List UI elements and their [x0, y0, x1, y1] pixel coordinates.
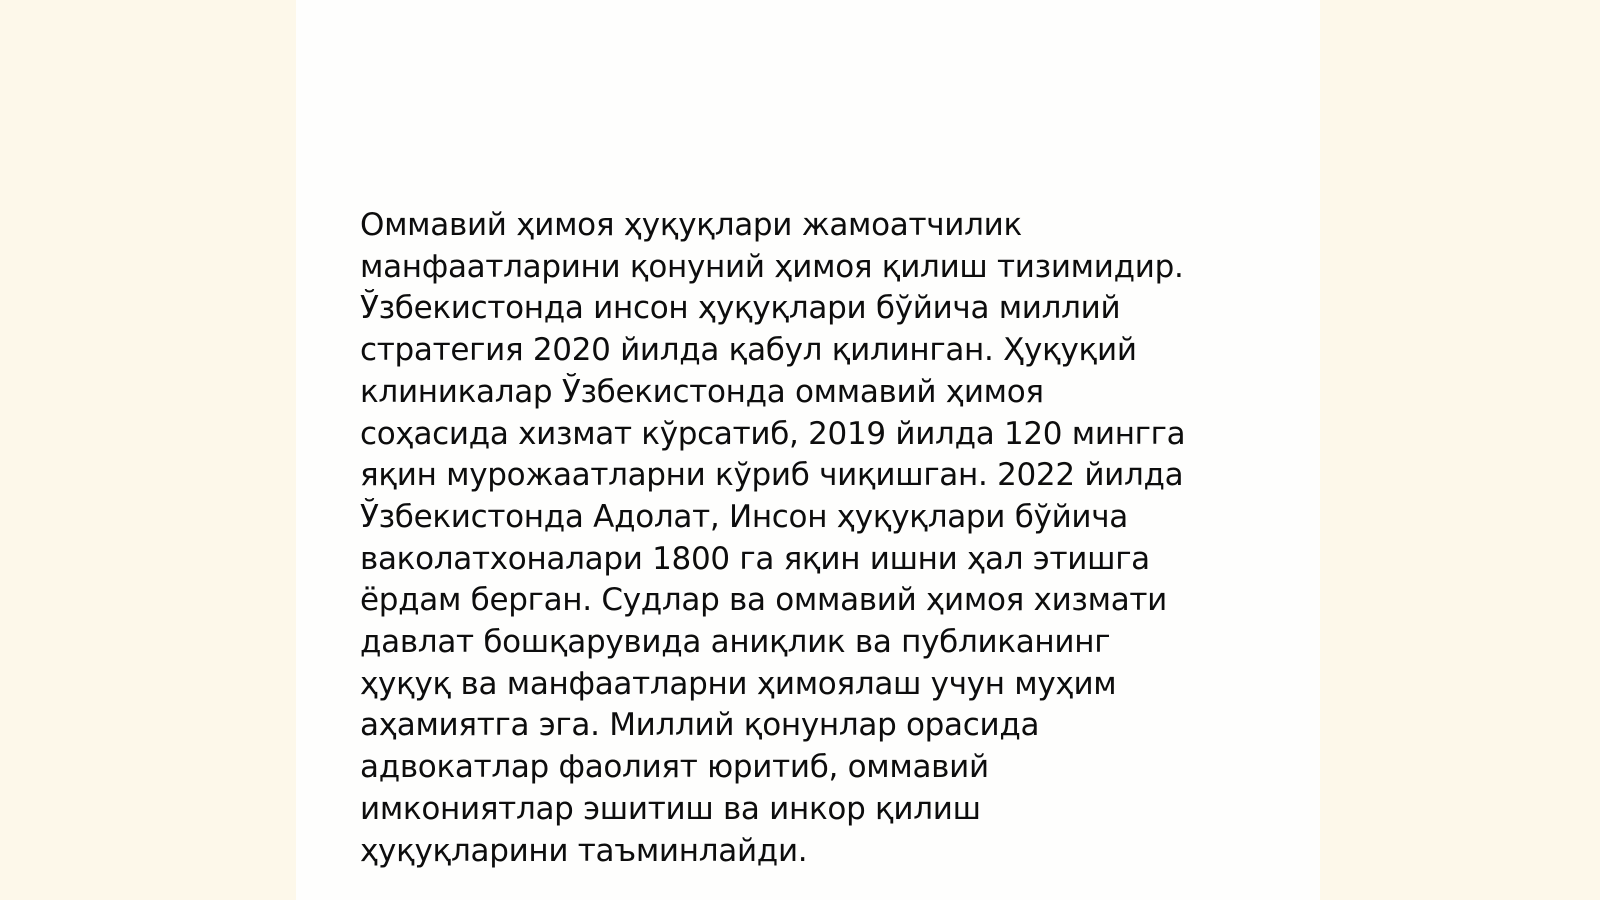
paragraph-line: соҳасида хизмат кўрсатиб, 2019 йилда 120 мингга [360, 415, 1186, 452]
paragraph-line: Ўзбекистонда Адолат, Инсон ҳуқуқлари бўйича [360, 498, 1128, 535]
paragraph-line: стратегия 2020 йилда қабул қилинган. Ҳуқуқий [360, 332, 1137, 369]
paragraph-line: давлат бошқарувида аниқлик ва публиканинг [360, 624, 1111, 661]
paragraph-line: имкониятлар эшитиш ва инкор қилиш [360, 790, 981, 827]
paragraph-line: адвокатлар фаолият юритиб, оммавий [360, 749, 989, 786]
paragraph-line: ҳуқуқларини таъминлайди. [360, 832, 808, 869]
paragraph-line: Оммавий ҳимоя ҳуқуқлари жамоатчилик [360, 207, 1022, 243]
document-page [296, 0, 1320, 900]
paragraph-line: ваколатхоналари 1800 га яқин ишни ҳал этишга [360, 540, 1150, 577]
paragraph-line: яқин мурожаатларни кўриб чиқишган. 2022 йилда [360, 457, 1184, 494]
paragraph-line: ёрдам берган. Судлар ва оммавий ҳимоя хизмати [360, 582, 1168, 619]
paragraph-line: манфаатларини қонуний ҳимоя қилиш тизимидир. [360, 248, 1184, 285]
body-paragraph [360, 205, 1260, 872]
paragraph-line: клиникалар Ўзбекистонда оммавий ҳимоя [360, 373, 1044, 410]
paragraph-line: Ўзбекистонда инсон ҳуқуқлари бўйича миллий [360, 290, 1121, 327]
paragraph-line: аҳамиятга эга. Миллий қонунлар орасида [360, 707, 1040, 744]
paragraph-line: ҳуқуқ ва манфаатларни ҳимоялаш учун муҳим [360, 665, 1117, 702]
